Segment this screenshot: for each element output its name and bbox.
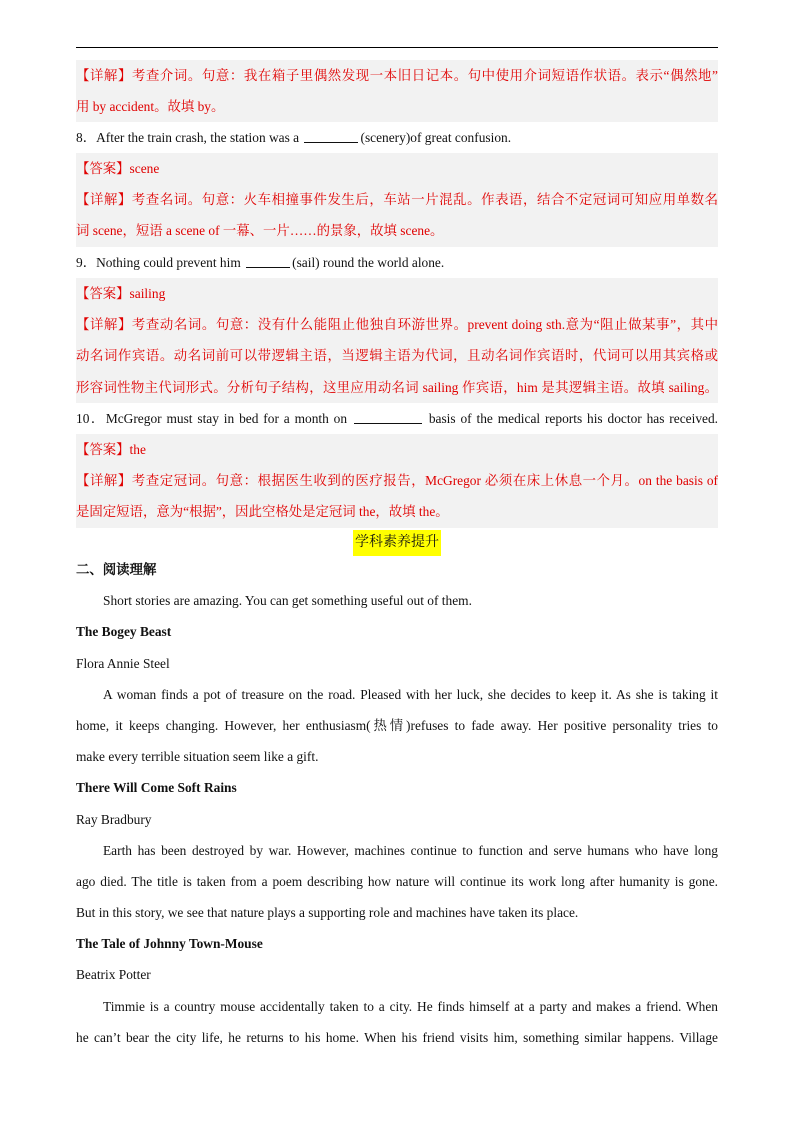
story-line: ago died. The title is taken from a poem describing how nature will continue its work long after humanity is gone. [76,873,718,889]
q9-answer-block [76,278,718,403]
question-number: 10． [76,411,106,426]
story-author: Beatrix Potter [76,967,151,983]
story-line: A woman finds a pot of treasure on the road. Pleased with her luck, she decides to keep it. As she is taking it [103,686,718,702]
question-line [76,122,718,153]
story-line: home, it keeps changing. However, her enthusiasm(热情)refuses to fade away. Her positive personality tries to [76,717,718,733]
explanation-line: 【详解】考查名词。句意：火车相撞事件发生后，车站一片混乱。作表语，结合不定冠词可知应用单数名 [76,192,718,208]
question-text-post: basis of the medical reports his doctor has received. [428,411,718,426]
explanation-line: 用 by accident。故填 by。 [76,99,225,115]
question-9 [76,247,718,278]
q10-answer-block [76,434,718,528]
story-title: There Will Come Soft Rains [76,780,237,796]
explanation-line: 【详解】考查动名词。句意：没有什么能阻止他独自环游世界。prevent doing sth.意为“阻止做某事”，其中 [76,317,718,333]
explanation-line: 动名词作宾语。动名词前可以带逻辑主语，当逻辑主语为代词，且动名词作宾语时，代词可以用其宾格或 [76,348,718,364]
question-8 [76,122,718,153]
question-number: 8． [76,130,97,145]
q8-answer-block [76,153,718,247]
story-author: Flora Annie Steel [76,655,170,671]
answer-blank [354,411,422,424]
question-line [76,247,718,278]
explanation-line: 形容词性物主代词形式。分析句子结构，这里应用动名词 sailing 作宾语，him 是其逻辑主语。故填 sailing。 [76,379,718,395]
explanation-line: 词 scene，短语 a scene of 一幕、一片……的景象，故填 scene。 [76,223,444,239]
answer-blank [304,130,358,143]
question-text-post: (scenery)of great confusion. [360,130,512,145]
explanation-line: 是固定短语，意为“根据”，因此空格处是定冠词 the，故填 the。 [76,504,449,520]
question-10 [76,403,718,434]
q7-explanation [76,60,718,122]
story-title: The Bogey Beast [76,624,172,640]
section-heading: 二、阅读理解 [76,562,157,577]
story-line: But in this story, we see that nature plays a supporting role and machines have taken its place. [76,905,579,921]
question-number: 9． [76,255,97,270]
question-text-pre: McGregor must stay in bed for a month on [105,411,348,426]
story-2 [76,772,718,928]
answer-line: 【答案】sailing [76,286,166,301]
story-1 [76,616,718,772]
intro-paragraph: Short stories are amazing. You can get something useful out of them. [103,593,472,609]
question-line [76,403,718,434]
answer-line: 【答案】the [76,442,146,457]
story-line: make every terrible situation seem like a gift. [76,749,319,765]
story-line: he can’t bear the city life, he returns to his home. When his friend visits him, something similar happens. Village [76,1029,718,1045]
banner-wrap [76,530,718,556]
answer-line: 【答案】scene [76,161,160,176]
reading-section [76,554,718,1053]
explanation-line: 【详解】考查介词。句意：我在箱子里偶然发现一本旧日记本。句中使用介词短语作状语。表示“偶然地” [76,68,718,83]
story-line: Timmie is a country mouse accidentally taken to a city. He finds himself at a party and makes a friend. When [103,998,718,1014]
story-author: Ray Bradbury [76,811,152,827]
question-text-pre: After the train crash, the station was a [96,130,300,145]
story-3 [76,928,718,1053]
story-line: Earth has been destroyed by war. However, machines continue to function and serve humans who have long [103,842,718,858]
question-text-pre: Nothing could prevent him [96,255,241,270]
story-title: The Tale of Johnny Town-Mouse [76,936,263,952]
header-rule [76,47,718,48]
explanation-line: 【详解】考查定冠词。句意：根据医生收到的医疗报告，McGregor 必须在床上休息一个月。on the basis of [76,473,718,489]
section-banner: 学科素养提升 [353,530,441,556]
answer-blank [246,255,290,268]
question-text-post: (sail) round the world alone. [292,255,445,270]
